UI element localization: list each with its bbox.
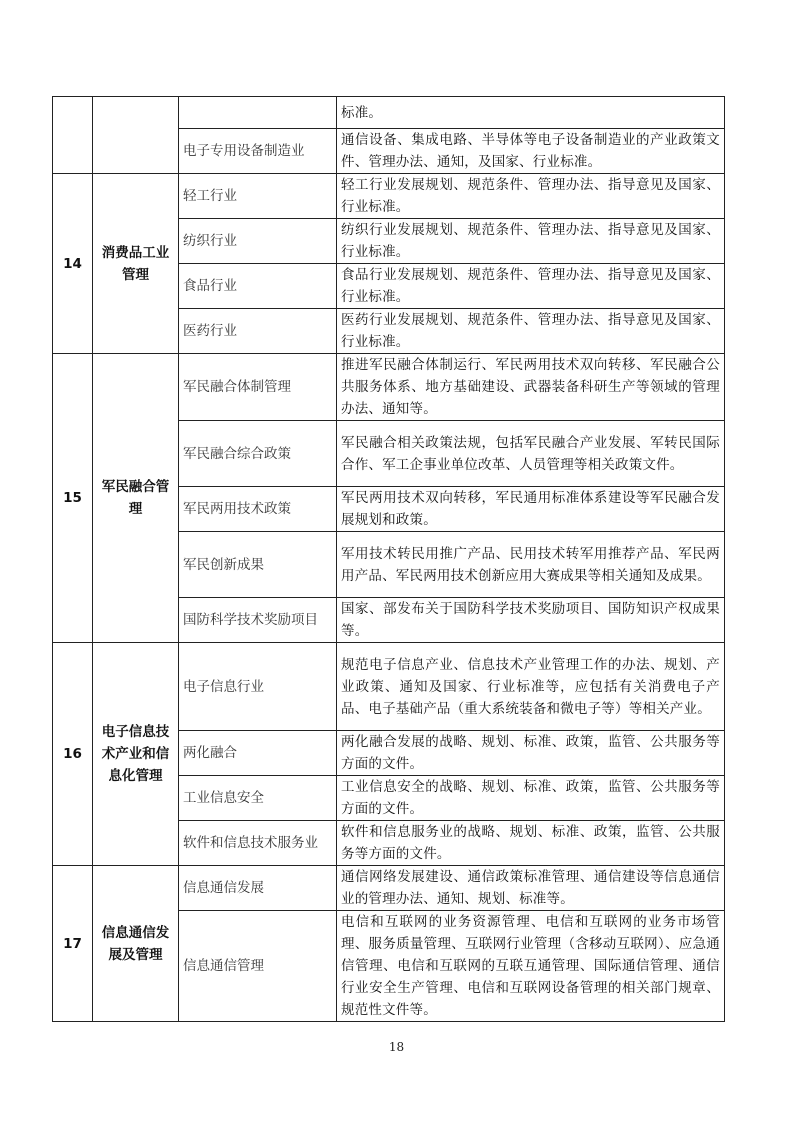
- standards-table: [52, 96, 725, 1022]
- group-category: 电子信息技术产业和信息化管理: [93, 643, 179, 866]
- subcategory-cell: 信息通信管理: [179, 911, 337, 1022]
- description-cell: 国家、部发布关于国防科学技术奖励项目、国防知识产权成果等。: [337, 598, 725, 643]
- subcategory-cell: 软件和信息技术服务业: [179, 821, 337, 866]
- subcategory-cell: 军民两用技术政策: [179, 487, 337, 532]
- group-category: 信息通信发展及管理: [93, 866, 179, 1022]
- subcategory-cell: 电子专用设备制造业: [179, 129, 337, 174]
- description-cell: 纺织行业发展规划、规范条件、管理办法、指导意见及国家、行业标准。: [337, 219, 725, 264]
- description-cell: 电信和互联网的业务资源管理、电信和互联网的业务市场管理、服务质量管理、互联网行业管理（含移动互联网）、应急通信管理、电信和互联网的互联互通管理、国际通信管理、通信行业安全生产管理、电信和互联网设备管理的相关部门规章、规范性文件等。: [337, 911, 725, 1022]
- subcategory-cell: 电子信息行业: [179, 643, 337, 731]
- subcategory-cell: 国防科学技术奖励项目: [179, 598, 337, 643]
- description-cell: 规范电子信息产业、信息技术产业管理工作的办法、规划、产业政策、通知及国家、行业标准等，应包括有关消费电子产品、电子基础产品（重大系统装备和微电子等）等相关产业。: [337, 643, 725, 731]
- group-number: 14: [53, 174, 93, 354]
- subcategory-cell: 食品行业: [179, 264, 337, 309]
- description-cell: 食品行业发展规划、规范条件、管理办法、指导意见及国家、行业标准。: [337, 264, 725, 309]
- subcategory-cell: 军民融合体制管理: [179, 354, 337, 421]
- description-cell: 军用技术转民用推广产品、民用技术转军用推荐产品、军民两用产品、军民两用技术创新应用大赛成果等相关通知及成果。: [337, 532, 725, 598]
- group-number: 16: [53, 643, 93, 866]
- subcategory-cell: [179, 97, 337, 129]
- description-cell: 医药行业发展规划、规范条件、管理办法、指导意见及国家、行业标准。: [337, 309, 725, 354]
- description-cell: 军民两用技术双向转移，军民通用标准体系建设等军民融合发展规划和政策。: [337, 487, 725, 532]
- description-cell: 通信设备、集成电路、半导体等电子设备制造业的产业政策文件、管理办法、通知，及国家、行业标准。: [337, 129, 725, 174]
- group-number: 17: [53, 866, 93, 1022]
- group-number-cell: [53, 97, 93, 174]
- description-cell: 军民融合相关政策法规，包括军民融合产业发展、军转民国际合作、军工企事业单位改革、人员管理等相关政策文件。: [337, 421, 725, 487]
- subcategory-cell: 军民创新成果: [179, 532, 337, 598]
- description-cell: 通信网络发展建设、通信政策标准管理、通信建设等信息通信业的管理办法、通知、规划、标准等。: [337, 866, 725, 911]
- description-cell: 推进军民融合体制运行、军民两用技术双向转移、军民融合公共服务体系、地方基础建设、武器装备科研生产等领域的管理办法、通知等。: [337, 354, 725, 421]
- group-number: 15: [53, 354, 93, 643]
- page-number: 18: [388, 1040, 405, 1054]
- subcategory-cell: 轻工行业: [179, 174, 337, 219]
- description-cell: 轻工行业发展规划、规范条件、管理办法、指导意见及国家、行业标准。: [337, 174, 725, 219]
- subcategory-cell: 工业信息安全: [179, 776, 337, 821]
- description-cell: 软件和信息服务业的战略、规划、标准、政策，监管、公共服务等方面的文件。: [337, 821, 725, 866]
- subcategory-cell: 医药行业: [179, 309, 337, 354]
- group-category: 消费品工业管理: [93, 174, 179, 354]
- subcategory-cell: 纺织行业: [179, 219, 337, 264]
- group-category: 军民融合管理: [93, 354, 179, 643]
- subcategory-cell: 军民融合综合政策: [179, 421, 337, 487]
- subcategory-cell: 信息通信发展: [179, 866, 337, 911]
- description-cell: 两化融合发展的战略、规划、标准、政策，监管、公共服务等方面的文件。: [337, 731, 725, 776]
- description-cell: 标准。: [337, 97, 725, 129]
- group-category-cell: [93, 97, 179, 174]
- subcategory-cell: 两化融合: [179, 731, 337, 776]
- description-cell: 工业信息安全的战略、规划、标准、政策，监管、公共服务等方面的文件。: [337, 776, 725, 821]
